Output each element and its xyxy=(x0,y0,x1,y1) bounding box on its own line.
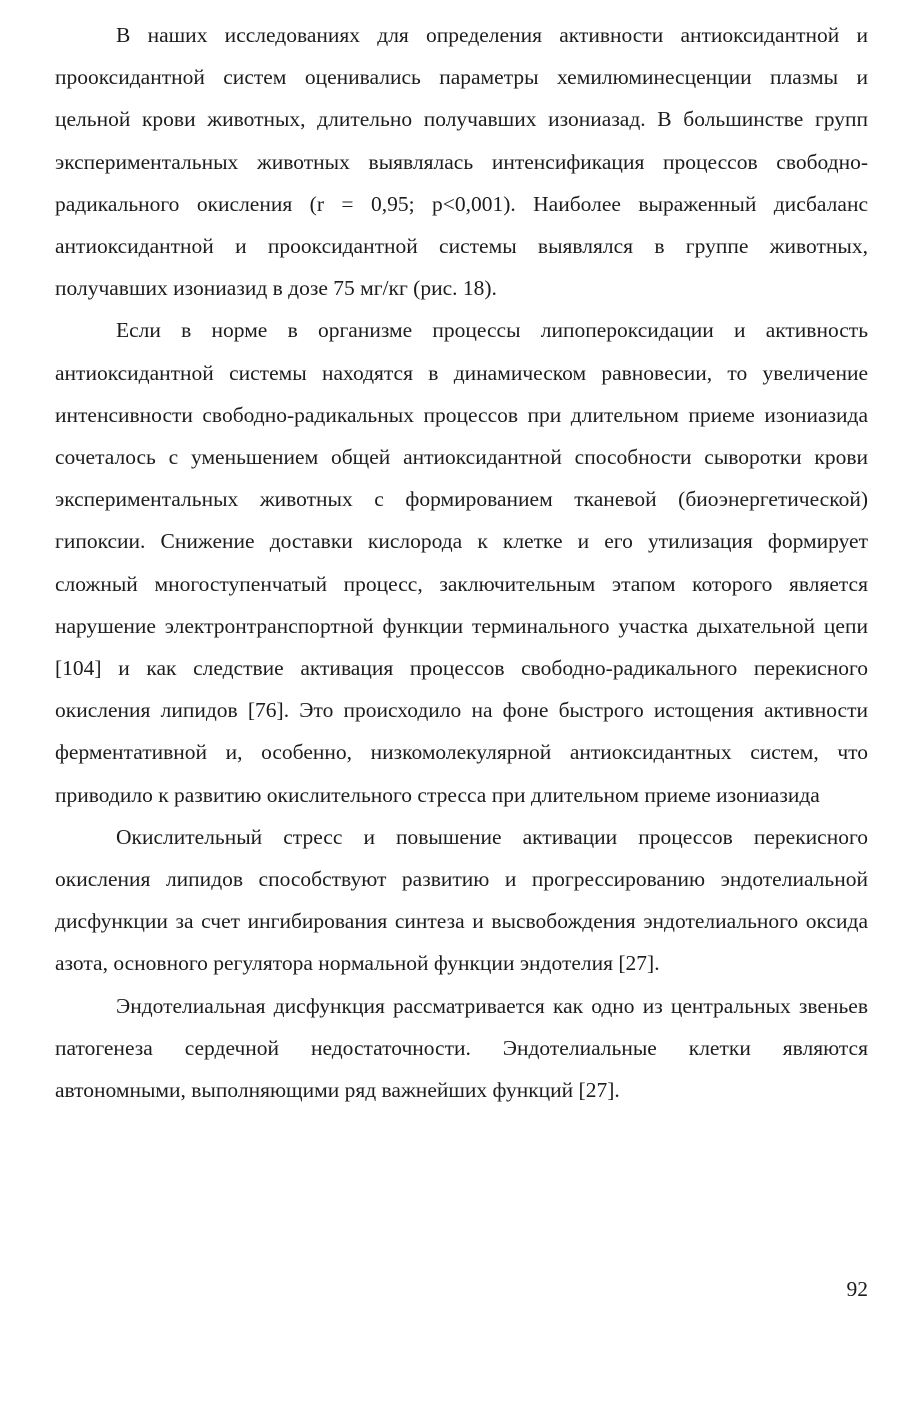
paragraph-4: Эндотелиальная дисфункция рассматривается как одно из центральных звеньев патогенеза сердечной недостаточности. Эндотелиальные клетки являются автономными, выполняющими ряд важнейших функций [27]. xyxy=(55,993,868,1103)
body-text xyxy=(55,14,868,1111)
page-number: 92 xyxy=(846,1277,868,1301)
paragraph-2: Если в норме в организме процессы липопероксидации и активность антиоксидантной системы находятся в динамическом равновесии, то увеличение интенсивности свободно-радикальных процессов при длительном приеме изониазида сочеталось с уменьшением общей антиоксидантной способности сыворотки крови экспериментальных животных с формированием тканевой (биоэнергетической) гипоксии. Снижение доставки кислорода к клетке и его утилизация формирует сложный многоступенчатый процесс, заключительным этапом которого является нарушение электронтранспортной функции терминального участка дыхательной цепи [104] и как следствие активация процессов свободно-радикального перекисного окисления липидов [76]. Это происходило на фоне быстрого истощения активности ферментативной и, особенно, низкомолекулярной антиоксидантных систем, что приводило к развитию окислительного стресса при длительном приеме изониазида xyxy=(55,318,868,807)
paragraph-3: Окислительный стресс и повышение активации процессов перекисного окисления липидов способствуют развитию и прогрессированию эндотелиальной дисфункции за счет ингибирования синтеза и высвобождения эндотелиального оксида азота, основного регулятора нормальной функции эндотелия [27]. xyxy=(55,824,868,976)
paragraph-1: В наших исследованиях для определения активности антиоксидантной и прооксидантной систем оценивались параметры хемилюминесценции плазмы и цельной крови животных, длительно получавших изониазад. В большинстве групп экспериментальных животных выявлялась интенсификация процессов свободно-радикального окисления (r = 0,95; p<0,001). Наиболее выраженный дисбаланс антиоксидантной и прооксидантной системы выявлялся в группе животных, получавших изониазид в дозе 75 мг/кг (рис. 18). xyxy=(55,23,868,301)
